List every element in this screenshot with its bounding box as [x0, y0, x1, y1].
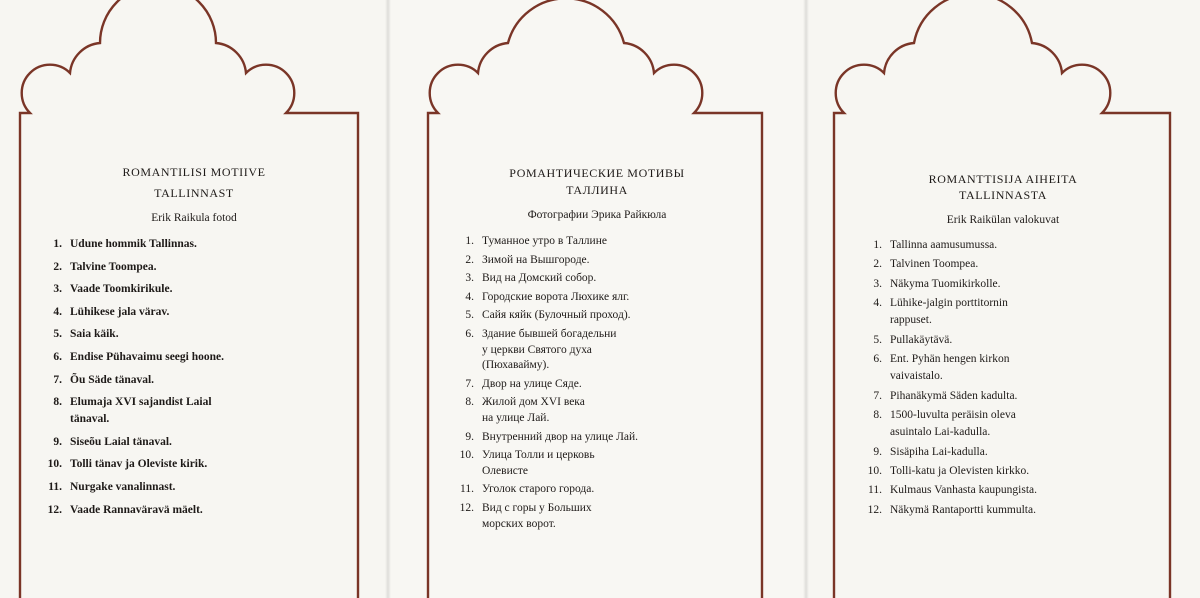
- item-number: 3.: [53, 283, 62, 296]
- item-text: Talvine Toompea.: [70, 260, 157, 273]
- list-item: [860, 409, 1016, 421]
- item-number: 8.: [53, 396, 62, 409]
- item-text-continuation: у церкви Святого духа: [482, 343, 592, 356]
- list-item: [860, 446, 988, 458]
- list-item: [860, 297, 1008, 309]
- item-text: Vaade Rannaväravä mäelt.: [70, 503, 203, 516]
- panel-subtitle: Фотографии Эрика Райкюла: [527, 209, 667, 221]
- item-number: 10.: [459, 449, 474, 462]
- item-text: Сайя кяйк (Булочный проход).: [482, 309, 631, 322]
- item-text: Nurgake vanalinnast.: [70, 481, 176, 493]
- item-text: Lühike-jalgin porttitornin: [890, 296, 1008, 309]
- item-text: Уголок старого города.: [482, 483, 595, 496]
- item-number: 8.: [873, 408, 882, 421]
- item-number: 8.: [465, 396, 474, 409]
- item-text: Двор на улице Сяде.: [482, 377, 582, 390]
- panel-finnish: [806, 0, 1200, 598]
- item-number: 2.: [53, 260, 62, 273]
- item-text-continuation: на улице Лай.: [482, 412, 550, 424]
- item-text-continuation: asuintalo Lai-kadulla.: [890, 426, 991, 439]
- item-text: Elumaja XVI sajandist Laial: [70, 396, 212, 409]
- fold-crease-1: [385, 0, 391, 598]
- item-text-continuation: (Пюхавайму).: [482, 359, 550, 372]
- item-number: 7.: [53, 373, 62, 386]
- list-item: [860, 390, 1017, 402]
- list-item: [40, 306, 169, 318]
- list-item: [40, 458, 207, 470]
- item-number: 6.: [53, 351, 62, 363]
- item-number: 6.: [873, 352, 882, 365]
- item-number: 10.: [47, 458, 62, 471]
- list-item: [452, 272, 596, 284]
- item-text: Вид с горы у Больших: [482, 502, 592, 514]
- item-number: 1.: [465, 235, 474, 247]
- panel-title-line1: РОМАНТИЧЕСКИЕ МОТИВЫ: [509, 166, 685, 180]
- item-text-continuation: Олевисте: [482, 464, 528, 477]
- item-number: 1.: [53, 238, 62, 250]
- list-item: [860, 353, 1009, 365]
- item-text: Lühikese jala värav.: [70, 305, 170, 318]
- item-text: Vaade Toomkirikule.: [70, 283, 173, 296]
- list-item: [452, 254, 590, 266]
- item-number: 9.: [53, 435, 62, 448]
- panel-content-russian: [388, 0, 806, 598]
- list-item: [452, 431, 638, 443]
- item-text: Õu Säde tänaval.: [70, 373, 155, 386]
- item-text: Näkymä Rantaportti kummulta.: [890, 503, 1036, 516]
- panel-content-estonian: [0, 0, 388, 598]
- item-text: Городские ворота Люхике ялг.: [482, 290, 630, 303]
- panel-subtitle: Erik Raikülan valokuvat: [946, 214, 1060, 226]
- list-item: [452, 396, 585, 408]
- item-number: 7.: [465, 377, 474, 390]
- item-number: 11.: [460, 483, 474, 496]
- item-text: Kulmaus Vanhasta kaupungista.: [890, 484, 1038, 497]
- list-item: [40, 436, 172, 448]
- item-text: Внутренний двор на улице Лай.: [482, 430, 639, 443]
- item-text: Pullakäytävä.: [890, 333, 953, 346]
- item-text: 1500-luvulta peräisin oleva: [890, 408, 1016, 421]
- item-number: 9.: [465, 430, 474, 443]
- list-item: [40, 351, 224, 363]
- item-text: Näkyma Tuomikirkolle.: [890, 277, 1001, 290]
- panel-title-line1: ROMANTTISIJA AIHEITA: [928, 172, 1078, 186]
- fold-crease-2: [803, 0, 809, 598]
- list-item: [40, 396, 212, 408]
- item-number: 4.: [873, 296, 882, 309]
- item-text: Жилой дом XVI века: [482, 396, 585, 409]
- item-text: Ent. Pyhän hengen kirkon: [890, 352, 1010, 365]
- item-number: 11.: [868, 484, 882, 497]
- item-text: Зимой на Вышгороде.: [482, 253, 590, 266]
- list-item: [452, 328, 616, 340]
- list-item: [860, 258, 978, 270]
- list-item: [452, 483, 594, 495]
- list-item: [860, 465, 1029, 477]
- item-number: 7.: [873, 389, 882, 402]
- item-text: Saia käik.: [70, 328, 119, 341]
- item-number: 11.: [48, 481, 62, 493]
- panel-content-finnish: [806, 0, 1200, 598]
- list-item: [452, 502, 592, 514]
- list-item: [452, 378, 582, 390]
- item-text: Tallinna aamusumussa.: [890, 239, 998, 251]
- item-text: Pihanäkymä Säden kadulta.: [890, 389, 1018, 402]
- panel-title-line2: TALLINNAST: [154, 186, 234, 200]
- list-item: [40, 374, 154, 386]
- item-number: 5.: [465, 309, 474, 322]
- item-number: 12.: [459, 502, 474, 514]
- item-text: Здание бывшей богадельни: [482, 328, 617, 340]
- list-item: [40, 328, 119, 340]
- item-text: Туманное утро в Таллине: [482, 235, 607, 247]
- item-number: 9.: [873, 445, 882, 458]
- list-item: [452, 235, 607, 247]
- list-item: [860, 334, 952, 346]
- list-item: [452, 309, 631, 321]
- item-text: Siseõu Laial tänaval.: [70, 435, 172, 448]
- panel-title-line2: ТАЛЛИНА: [566, 183, 628, 197]
- item-text: Udune hommik Tallinnas.: [70, 238, 197, 250]
- panel-russian: [388, 0, 806, 598]
- item-number: 2.: [873, 258, 882, 271]
- list-item: [40, 481, 175, 493]
- item-text-continuation: морских ворот.: [482, 517, 556, 530]
- list-item: [40, 504, 203, 516]
- list-item: [40, 261, 157, 273]
- item-number: 1.: [873, 239, 882, 251]
- item-text: Endise Pühavaimu seegi hoone.: [70, 351, 224, 363]
- item-number: 5.: [53, 328, 62, 341]
- item-number: 4.: [53, 305, 62, 318]
- panel-estonian: [0, 0, 388, 598]
- item-number: 4.: [465, 290, 474, 303]
- item-text: Talvinen Toompea.: [890, 258, 979, 271]
- item-number: 3.: [465, 272, 474, 285]
- item-text-continuation: tänaval.: [70, 413, 110, 426]
- list-item: [40, 238, 197, 250]
- item-text: Улица Толли и церковь: [482, 449, 595, 462]
- list-item: [860, 278, 1001, 290]
- item-text: Tolli-katu ja Olevisten kirkko.: [890, 464, 1030, 477]
- list-item: [452, 449, 595, 461]
- item-text: Вид на Домский собор.: [482, 272, 597, 285]
- item-text: Sisäpiha Lai-kadulla.: [890, 445, 988, 458]
- item-text-continuation: vaivaistalo.: [890, 370, 943, 383]
- list-item: [860, 239, 997, 251]
- item-number: 12.: [867, 503, 882, 516]
- list-item: [40, 283, 172, 295]
- item-text: Tolli tänav ja Oleviste kirik.: [70, 458, 208, 471]
- panel-title-line2: TALLINNASTA: [959, 188, 1047, 202]
- item-number: 5.: [873, 333, 882, 346]
- item-number: 3.: [873, 277, 882, 290]
- item-number: 2.: [465, 253, 474, 266]
- panel-title-line1: ROMANTILISI MOTIIVE: [122, 165, 266, 179]
- item-text-continuation: rappuset.: [890, 314, 932, 327]
- list-item: [452, 291, 629, 303]
- item-number: 10.: [867, 464, 882, 477]
- item-number: 6.: [465, 328, 474, 340]
- panel-subtitle: Erik Raikula fotod: [151, 212, 237, 224]
- list-item: [860, 484, 1037, 496]
- item-number: 12.: [47, 503, 62, 516]
- list-item: [860, 504, 1036, 516]
